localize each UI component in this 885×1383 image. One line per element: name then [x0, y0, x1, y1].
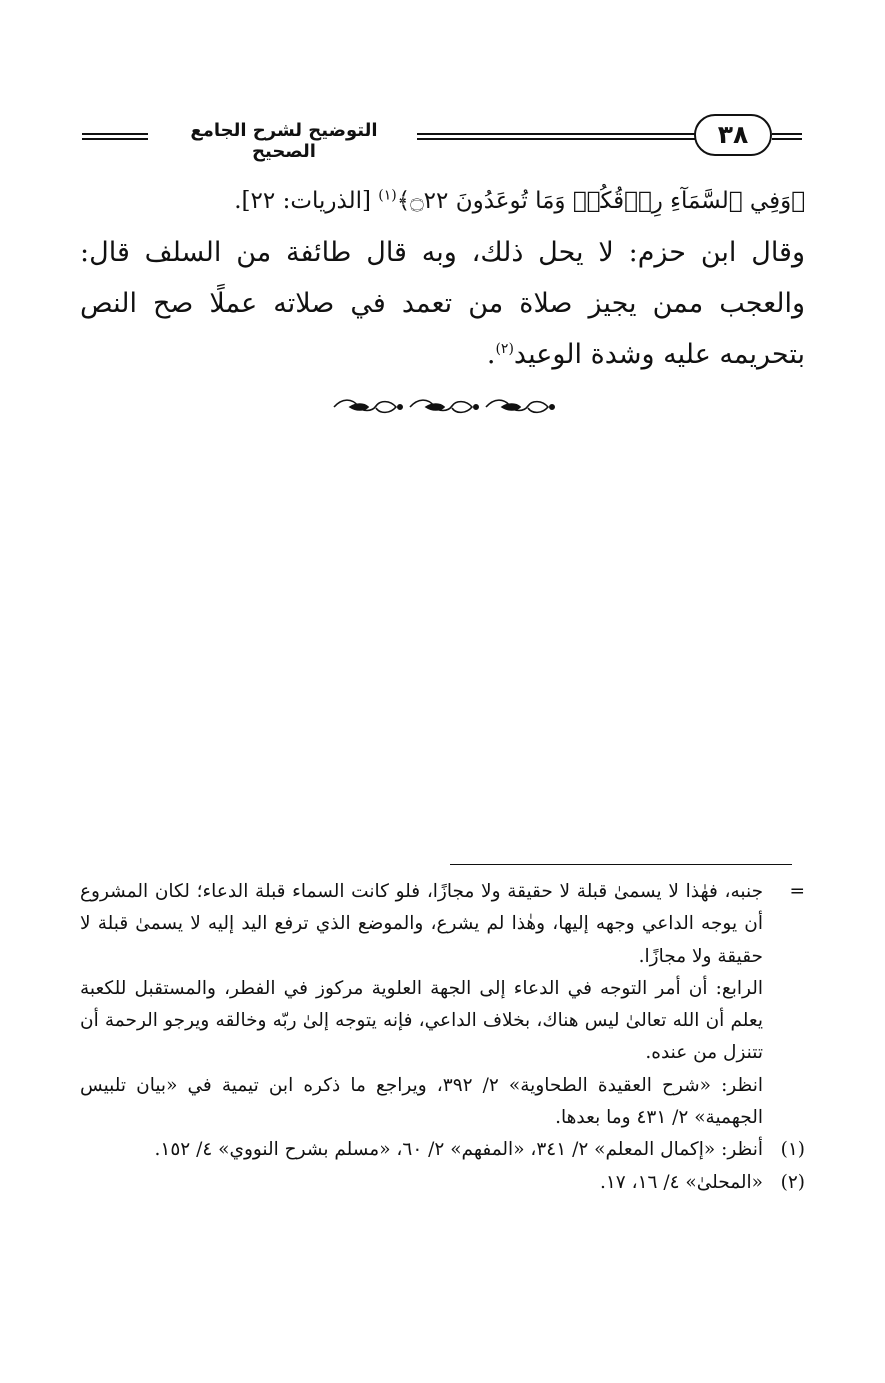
footnote-mark-1[interactable]: (١) [378, 187, 397, 204]
footnote-mark-2[interactable]: (٢) [495, 341, 514, 357]
main-text [80, 175, 805, 380]
running-title: التوضيح لشرح الجامع الصحيح [190, 120, 378, 162]
header-rule-middle [417, 133, 695, 140]
footnote-2-body [80, 1167, 763, 1199]
footnote-2 [80, 1167, 805, 1199]
footnote-separator [450, 864, 792, 865]
footnote-2-text: «المحلىٰ» ٤/ ١٦، ١٧. [599, 1171, 763, 1193]
page-number: ٣٨ [694, 114, 772, 156]
continuation-marker: = [789, 881, 805, 902]
floral-divider-ornament-icon [0, 394, 885, 424]
footnote-1-label: (١) [780, 1139, 805, 1161]
header-rule-left [82, 133, 148, 140]
header-rule-right [772, 133, 802, 140]
paragraph-end: . [486, 339, 496, 370]
footnote-1-text: أنظر: «إكمال المعلم» ٢/ ٣٤١، «المفهم» ٢/ ٦٠، «مسلم بشرح النووي» ٤/ ١٥٢. [154, 1139, 763, 1161]
continuation-body [80, 876, 763, 1134]
continuation-paragraph: جنبه، فهٰذا لا يسمىٰ قبلة لا حقيقة ولا مجازًا، فلو كانت السماء قبلة الدعاء؛ لكان المشروع أن يوجه الداعي وجهه إليها، وهٰذا لم يشرع، والموضع الذي ترفع اليد إليه لا يسمىٰ قبلة لا حقيقة ولا مجازًا. [80, 881, 763, 967]
main-paragraph [80, 227, 805, 380]
footnote-2-label: (٢) [780, 1171, 805, 1193]
footnote-1 [80, 1134, 805, 1166]
continuation-paragraph: الرابع: أن أمر التوجه في الدعاء إلى الجهة العلوية مركوز في الفطر، والمستقبل للكعبة يعلم أن الله تعالىٰ ليس هناك، بخلاف الداعي، فإنه يتوجه إلىٰ ربّه وخالقه ويرجو الرحمة أن تتنزل من عنده. [80, 977, 763, 1064]
footnote-continuation [80, 876, 805, 1134]
verse-reference: [الذريات: ٢٢]. [234, 188, 379, 214]
footnotes [80, 876, 805, 1199]
quran-verse-line [80, 175, 805, 227]
quran-verse: ﴿وَفِي ٱلسَّمَآءِ رِزۡقُكُمۡ وَمَا تُوعَدُونَ ۝٢٢﴾ [396, 188, 805, 214]
footnote-1-body [80, 1134, 763, 1166]
paragraph-text: وقال ابن حزم: لا يحل ذلك، وبه قال طائفة من السلف قال: والعجب ممن يجيز صلاة من تعمد في صلاته عملًا صح النص بتحريمه عليه وشدة الوعيد [80, 237, 805, 370]
ornament-svg [328, 394, 558, 420]
page-header [82, 112, 802, 162]
continuation-paragraph: انظر: «شرح العقيدة الطحاوية» ٢/ ٣٩٢، ويراجع ما ذكره ابن تيمية في «بيان تلبيس الجهمية» ٢/ ٤٣١ وما بعدها. [80, 1074, 763, 1129]
